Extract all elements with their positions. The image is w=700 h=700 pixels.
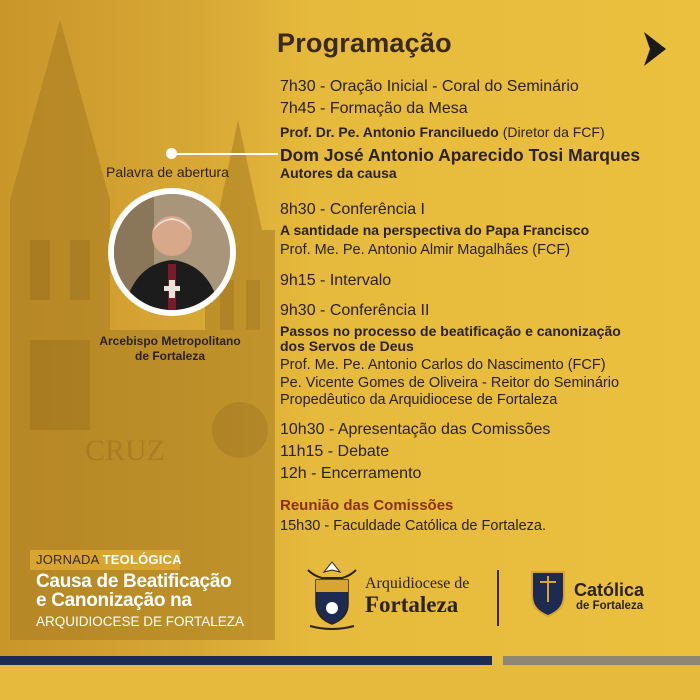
connector-line [172, 153, 278, 155]
speaker-photo [114, 194, 230, 310]
person-name: Prof. Dr. Pe. Antonio Franciluedo [280, 124, 499, 140]
fortaleza-label: Fortaleza [365, 592, 459, 617]
catolica-sublabel: de Fortaleza [576, 600, 644, 612]
schedule-item: 9h30 - Conferência II [280, 302, 430, 319]
schedule-item: 7h30 - Oração Inicial - Coral do Seminário [280, 78, 579, 95]
catolica-label: Católica [574, 580, 645, 600]
schedule-item [280, 465, 421, 483]
footer-bar-gray [503, 656, 700, 665]
schedule-item [280, 124, 605, 140]
speaker-line: Prof. Me. Pe. Antonio Almir Magalhães (FCF) [280, 242, 571, 258]
schedule-item: 11h15 - Debate [280, 443, 390, 460]
connector-dot [166, 148, 177, 159]
schedule-item: 7h45 - Formação da Mesa [280, 100, 468, 117]
event-title: Causa de Beatificação e Canonização na [36, 571, 232, 611]
chevron-right-icon[interactable] [642, 30, 668, 68]
lecture-title: A santidade na perspectiva do Papa Francisco [280, 222, 590, 238]
footer-bar-navy [0, 656, 492, 665]
archdiocese-label: Arquidiocese de [365, 575, 470, 592]
schedule-item: 15h30 - Faculdade Católica de Fortaleza. [280, 518, 546, 534]
jornada-label: JORNADA TEOLÓGICA [36, 552, 182, 567]
svg-text:CRUZ: CRUZ [85, 434, 166, 467]
item-label: - Encerramento [306, 465, 422, 482]
lecture-title: Passos no processo de beatificação e canonização [280, 323, 621, 339]
page-title: Programação [277, 28, 452, 58]
divider [497, 570, 499, 626]
person-role: (Diretor da FCF) [502, 124, 605, 140]
schedule-item: Autores da causa [280, 165, 397, 181]
schedule-item: 9h15 - Intervalo [280, 272, 392, 289]
opening-label: Palavra de abertura [106, 164, 229, 180]
event-subtitle: ARQUIDIOCESE DE FORTALEZA [36, 614, 245, 629]
speaker-line: Propedêutico da Arquidiocese de Fortaleza [280, 392, 558, 408]
speaker-line: Prof. Me. Pe. Antonio Carlos do Nascimento (FCF) [280, 357, 606, 373]
lecture-title: dos Servos de Deus [280, 338, 414, 354]
speaker-name: Dom José Antonio Aparecido Tosi Marques [280, 145, 641, 165]
time-label: 12h [280, 465, 307, 482]
archdiocese-coat-of-arms-icon [304, 560, 360, 632]
schedule-item: 8h30 - Conferência I [280, 201, 425, 218]
speaker-role: Arcebispo Metropolitano de Fortaleza [99, 334, 241, 363]
catolica-shield-icon [528, 568, 568, 618]
section-heading: Reunião das Comissões [280, 497, 454, 514]
schedule-item: 10h30 - Apresentação das Comissões [280, 421, 551, 438]
speaker-line: Pe. Vicente Gomes de Oliveira - Reitor do Seminário [280, 375, 620, 391]
bottom-strip [0, 665, 700, 700]
